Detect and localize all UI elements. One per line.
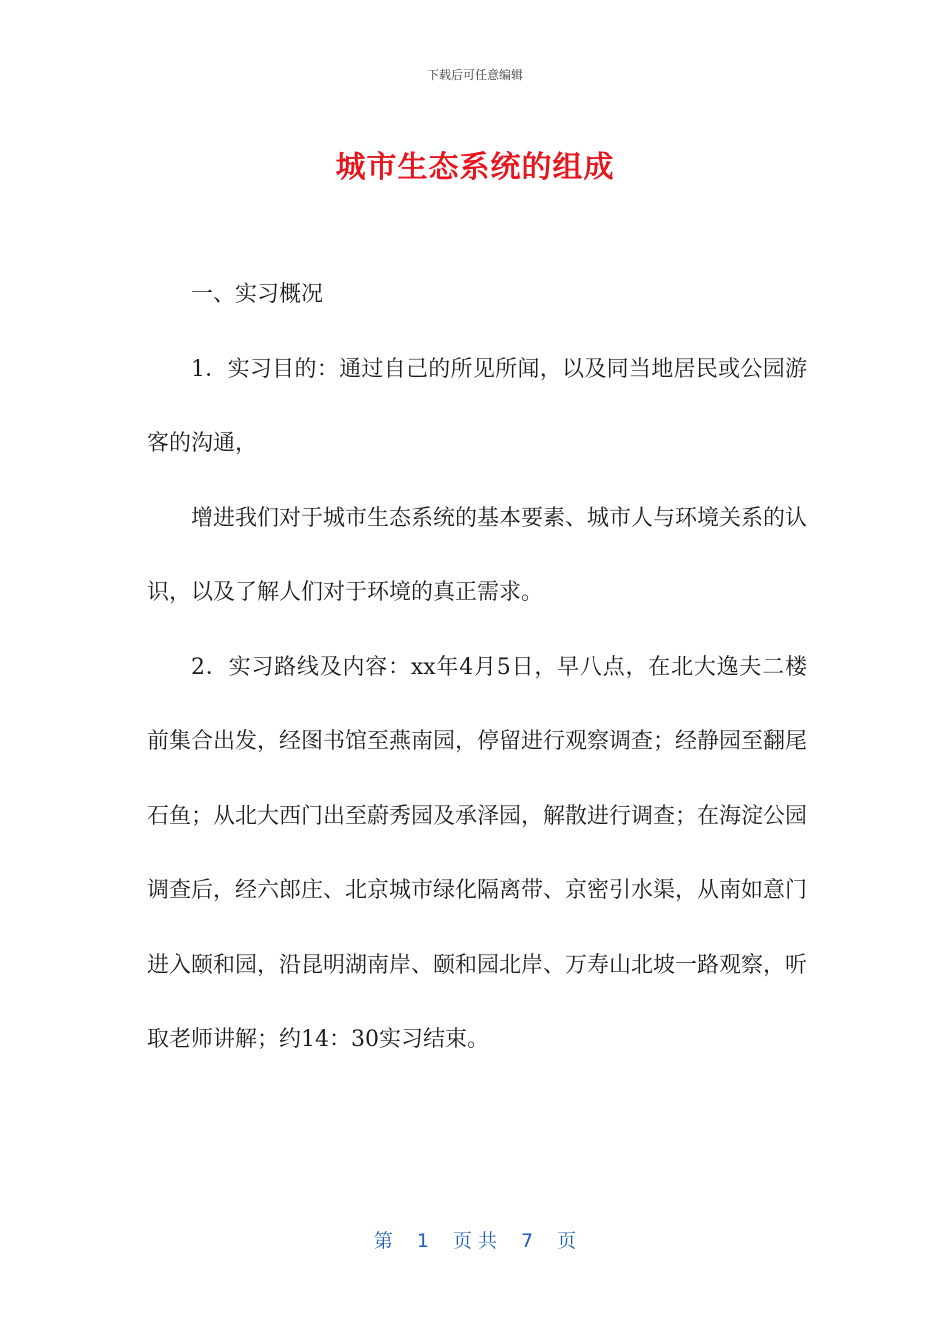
footer-suffix: 页 <box>557 1230 577 1252</box>
footer-current-page: 1 <box>416 1230 429 1252</box>
footer-prefix: 第 <box>373 1230 393 1252</box>
document-title: 城市生态系统的组成 <box>335 150 615 185</box>
document-body <box>147 258 807 1078</box>
paragraph: 1．实习目的：通过自己的所见所闻，以及同当地居民或公园游客的沟通， <box>147 356 807 456</box>
footer-total-pages: 7 <box>521 1230 534 1252</box>
paragraph: 增进我们对于城市生态系统的基本要素、城市人与环境关系的认识，以及了解人们对于环境的真正需求。 <box>147 505 808 605</box>
paragraph: 2．实习路线及内容：xx年4月5日，早八点，在北大逸夫二楼前集合出发，经图书馆至燕南园，停留进行观察调查；经静园至翻尾石鱼；从北大西门出至蔚秀园及承泽园，解散进行调查；在海淀公园调查后，经六郎庄、北京城市绿化隔离带、京密引水渠，从南如意门进入颐和园，沿昆明湖南岸、颐和园北岸、万寿山北坡一路观察，听取老师讲解；约14：30实习结束。 <box>147 654 808 1052</box>
footer-middle: 页 共 <box>452 1230 498 1252</box>
page-footer <box>0 1226 950 1253</box>
header-note: 下载后可任意编辑 <box>426 68 523 82</box>
section-heading: 一、实习概况 <box>191 282 324 307</box>
